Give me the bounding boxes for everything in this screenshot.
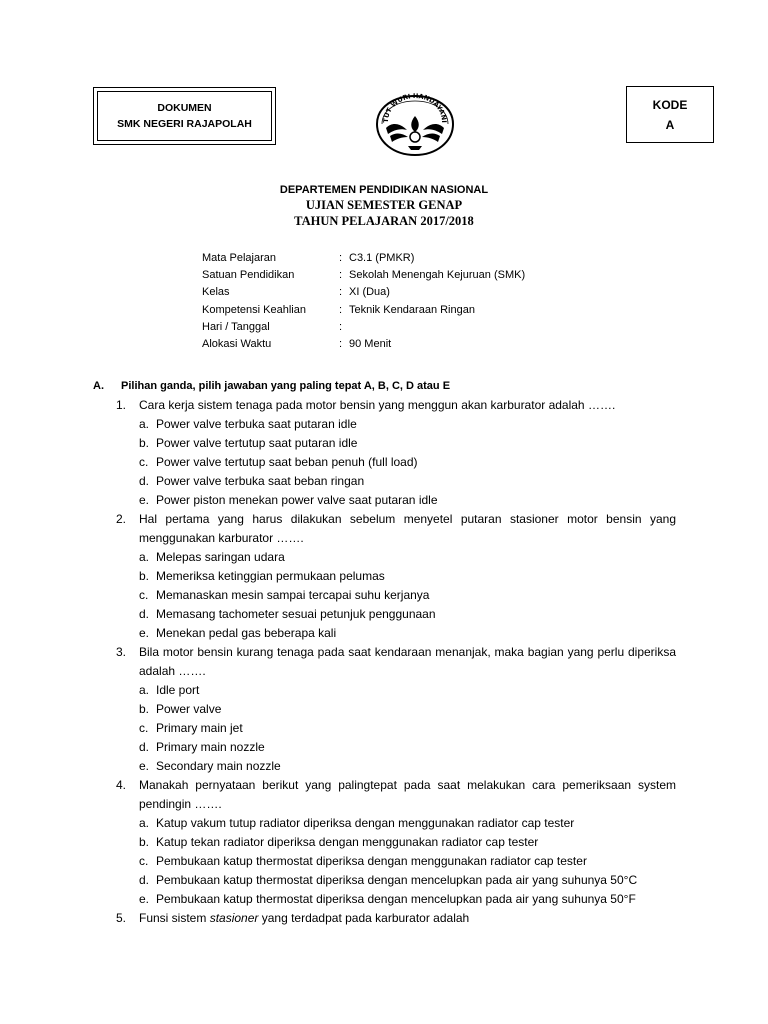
option-letter: d. — [139, 740, 150, 754]
option-text: Pembukaan katup thermostat diperiksa dengan menggunakan radiator cap tester — [156, 854, 587, 868]
document-label: DOKUMEN — [157, 102, 212, 114]
option-list — [139, 814, 676, 909]
info-value: C3.1 (PMKR) — [349, 252, 415, 264]
info-row — [202, 250, 525, 267]
option — [139, 605, 676, 624]
question-text-end: yang terdadpat pada karburator adalah — [258, 911, 470, 925]
info-value: Sekolah Menengah Kejuruan (SMK) — [349, 269, 526, 282]
question-text: Hal pertama yang harus dilakukan sebelum menyetel putaran stasioner motor bensin yang menggunakan karburator ……. — [139, 512, 676, 545]
info-label: Kelas — [202, 286, 230, 299]
option-letter: a. — [139, 417, 150, 431]
info-row — [202, 336, 525, 353]
option — [139, 681, 676, 700]
question-5 — [116, 909, 676, 928]
exam-titles — [0, 183, 768, 229]
option-text: Primary main nozzle — [156, 740, 265, 754]
info-colon: : — [339, 286, 343, 299]
info-row — [202, 302, 525, 319]
option-text: Memeriksa ketinggian permukaan pelumas — [156, 569, 385, 583]
option — [139, 453, 676, 472]
info-colon: : — [339, 320, 343, 333]
exam-info-table — [202, 250, 525, 353]
option-letter: a. — [139, 683, 150, 697]
question-number: 2. — [116, 512, 127, 526]
question-text-start: Funsi sistem — [139, 911, 210, 925]
option-text: Power piston menekan power valve saat putaran idle — [156, 493, 438, 507]
department-title: DEPARTEMEN PENDIDIKAN NASIONAL — [279, 184, 489, 196]
option-text: Power valve terbuka saat putaran idle — [156, 417, 357, 431]
logo-motto: TUT WURI HANDAYANI — [381, 92, 449, 123]
question-number: 5. — [116, 911, 127, 925]
option — [139, 890, 676, 909]
info-colon: : — [339, 252, 343, 264]
option-text: Menekan pedal gas beberapa kali — [156, 626, 337, 640]
option — [139, 719, 676, 738]
info-value: XI (Dua) — [349, 286, 390, 299]
option-text: Secondary main nozzle — [156, 759, 281, 773]
question-text: Cara kerja sistem tenaga pada motor bensin yang menggun akan karburator adalah ……. — [139, 398, 616, 412]
section-instruction: Pilihan ganda, pilih jawaban yang paling tepat A, B, C, D atau E — [121, 380, 451, 392]
option-text: Memanaskan mesin sampai tercapai suhu kerjanya — [156, 588, 430, 602]
option — [139, 472, 676, 491]
info-colon: : — [339, 337, 343, 350]
option-letter: a. — [139, 816, 150, 830]
question-1 — [116, 396, 676, 510]
question-2 — [116, 510, 676, 643]
option-letter: c. — [139, 721, 149, 735]
option-letter: a. — [139, 550, 150, 564]
document-box — [93, 87, 276, 145]
info-colon: : — [339, 303, 343, 316]
option — [139, 852, 676, 871]
option — [139, 415, 676, 434]
option-letter: c. — [139, 588, 149, 602]
info-row — [202, 267, 525, 284]
info-label: Satuan Pendidikan — [202, 269, 295, 282]
info-row — [202, 284, 525, 301]
option — [139, 548, 676, 567]
option-letter: e. — [139, 759, 150, 773]
option — [139, 757, 676, 776]
option — [139, 586, 676, 605]
question-text: Bila motor bensin kurang tenaga pada saat kendaraan menanjak, maka bagian yang perlu diperiksa adalah ……. — [139, 645, 676, 678]
question-text: Manakah pernyataan berikut yang palingtepat pada saat melakukan cara pemeriksaan system pendingin ……. — [139, 778, 676, 811]
option-list — [139, 548, 676, 643]
option — [139, 491, 676, 510]
option — [139, 624, 676, 643]
option-letter: e. — [139, 892, 150, 906]
option-letter: b. — [139, 702, 150, 716]
option-text: Power valve — [156, 702, 222, 716]
document-box-inner — [97, 91, 272, 141]
kode-value: A — [665, 117, 675, 132]
option — [139, 814, 676, 833]
option-letter: b. — [139, 569, 150, 583]
option-text: Power valve terbuka saat beban ringan — [156, 474, 365, 488]
option — [139, 700, 676, 719]
option-text: Pembukaan katup thermostat diperiksa dengan mencelupkan pada air yang suhunya 50°C — [156, 873, 638, 887]
question-number: 3. — [116, 645, 127, 659]
option-letter: d. — [139, 474, 150, 488]
school-name: SMK NEGERI RAJAPOLAH — [117, 118, 252, 130]
section-heading — [93, 379, 450, 393]
option-letter: d. — [139, 607, 150, 621]
info-value: 90 Menit — [349, 337, 392, 350]
option-letter: c. — [139, 455, 149, 469]
option-text: Primary main jet — [156, 721, 243, 735]
option-text: Melepas saringan udara — [156, 550, 285, 564]
option-text: Pembukaan katup thermostat diperiksa dengan mencelupkan pada air yang suhunya 50°F — [156, 892, 636, 906]
section-letter: A. — [93, 380, 104, 392]
option-letter: b. — [139, 835, 150, 849]
option-text: Power valve tertutup saat putaran idle — [156, 436, 358, 450]
question-3 — [116, 643, 676, 776]
option-list — [139, 681, 676, 776]
option — [139, 434, 676, 453]
option-text: Katup vakum tutup radiator diperiksa dengan menggunakan radiator cap tester — [156, 816, 575, 830]
info-row — [202, 319, 525, 336]
question-4 — [116, 776, 676, 909]
option — [139, 833, 676, 852]
option — [139, 871, 676, 890]
info-value: Teknik Kendaraan Ringan — [349, 303, 475, 316]
option-text: Katup tekan radiator diperiksa dengan menggunakan radiator cap tester — [156, 835, 539, 849]
option-letter: c. — [139, 854, 149, 868]
option-letter: d. — [139, 873, 150, 887]
info-label: Mata Pelajaran — [202, 252, 276, 264]
tut-wuri-handayani-logo-icon — [374, 92, 456, 158]
question-list — [116, 396, 676, 928]
question-text — [139, 909, 676, 928]
year-title: TAHUN PELAJARAN 2017/2018 — [294, 214, 474, 228]
option-letter: b. — [139, 436, 150, 450]
question-text-italic: stasioner — [209, 911, 259, 925]
option-text: Power valve tertutup saat beban penuh (full load) — [156, 455, 418, 469]
option — [139, 567, 676, 586]
option-list — [139, 415, 676, 510]
exam-title: UJIAN SEMESTER GENAP — [305, 198, 463, 212]
option-text: Memasang tachometer sesuai petunjuk penggunaan — [156, 607, 436, 621]
option-letter: e. — [139, 493, 150, 507]
option-text: Idle port — [156, 683, 200, 697]
info-label: Kompetensi Keahlian — [202, 303, 306, 316]
info-label: Hari / Tanggal — [202, 320, 270, 333]
kode-box — [626, 86, 714, 143]
info-label: Alokasi Waktu — [202, 337, 272, 350]
question-number: 4. — [116, 778, 127, 792]
option-letter: e. — [139, 626, 150, 640]
info-colon: : — [339, 269, 343, 282]
option — [139, 738, 676, 757]
kode-label: KODE — [652, 97, 688, 112]
question-number: 1. — [116, 398, 127, 412]
